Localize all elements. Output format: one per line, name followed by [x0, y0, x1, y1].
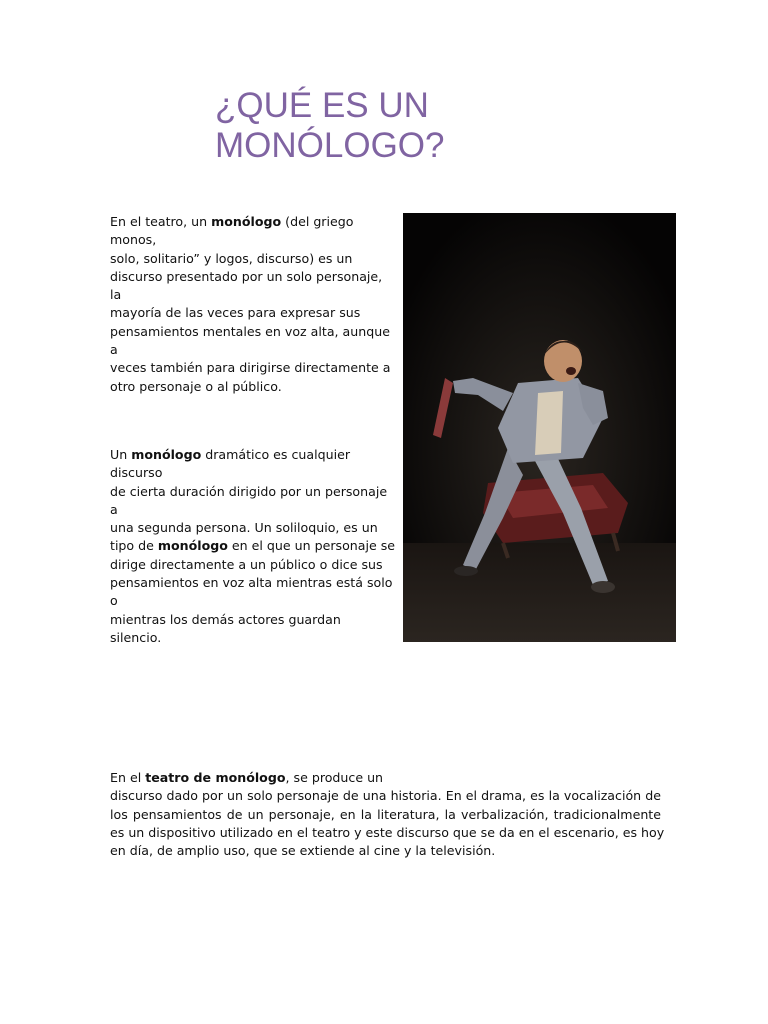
- text-run: , se produce un: [285, 770, 384, 785]
- text-line: o: [110, 593, 118, 609]
- text-line: a: [110, 501, 118, 517]
- text-line: en día, de amplio uso, que se extiende al cine y la televisión.: [110, 843, 496, 859]
- text-run: En el teatro, un: [110, 214, 212, 229]
- bold-term: monólogo: [157, 538, 228, 554]
- text-line: [110, 769, 661, 787]
- text-run: tipo de: [110, 538, 158, 554]
- paragraph-theatre-monologue: [110, 769, 665, 860]
- text-line: de cierta duración dirigido por un personaje: [110, 483, 388, 499]
- text-line: [110, 446, 395, 464]
- page-title: [215, 86, 615, 166]
- title-line-1: ¿QUÉ ES UN: [215, 86, 429, 125]
- text-line: discurso presentado por un solo personaje,: [110, 268, 383, 284]
- text-line: dirige directamente a un público o dice sus: [110, 556, 383, 572]
- bold-term: teatro de monólogo: [145, 770, 286, 785]
- text-run: (del griego: [281, 214, 354, 229]
- text-line: los pensamientos de un personaje, en la literatura, la verbalización, tradicionalmente: [110, 806, 661, 822]
- text-line: [110, 537, 395, 555]
- paragraph-dramatic-monologue: [110, 446, 395, 647]
- text-line: solo, solitario” y logos, discurso) es un: [110, 250, 353, 266]
- text-run: dramático es cualquier: [201, 447, 351, 462]
- text-line: mayoría de las veces para expresar sus: [110, 305, 361, 321]
- text-line: otro personaje o al público.: [110, 378, 282, 394]
- text-line: una segunda persona. Un soliloquio, es un: [110, 520, 378, 536]
- text-line: pensamientos mentales en voz alta, aunque: [110, 323, 390, 339]
- text-line: monos,: [110, 232, 157, 248]
- text-run: En el: [110, 770, 146, 785]
- text-line: [110, 213, 390, 231]
- text-line: mientras los demás actores guardan: [110, 611, 341, 627]
- text-line: es un dispositivo utilizado en el teatro y este discurso que se da en el escenario, es hoy: [110, 824, 665, 840]
- text-line: discurso: [110, 465, 163, 481]
- bold-term: monólogo: [131, 447, 202, 462]
- text-line: discurso dado por un solo personaje de una historia. En el drama, es la vocalización de: [110, 788, 661, 804]
- text-line: veces también para dirigirse directamente a: [110, 360, 391, 376]
- paragraph-definition: [110, 213, 390, 396]
- text-line: silencio.: [110, 629, 162, 645]
- title-line-2: MONÓLOGO?: [215, 126, 445, 165]
- text-line: pensamientos en voz alta mientras está solo: [110, 575, 393, 591]
- bold-term: monólogo: [211, 214, 282, 229]
- text-line: la: [110, 287, 122, 303]
- text-run: en el que un personaje se: [227, 538, 396, 554]
- actor-photo: [403, 213, 676, 642]
- text-run: Un: [110, 447, 132, 462]
- actor-photo-illustration: [403, 213, 676, 642]
- text-line: a: [110, 342, 118, 358]
